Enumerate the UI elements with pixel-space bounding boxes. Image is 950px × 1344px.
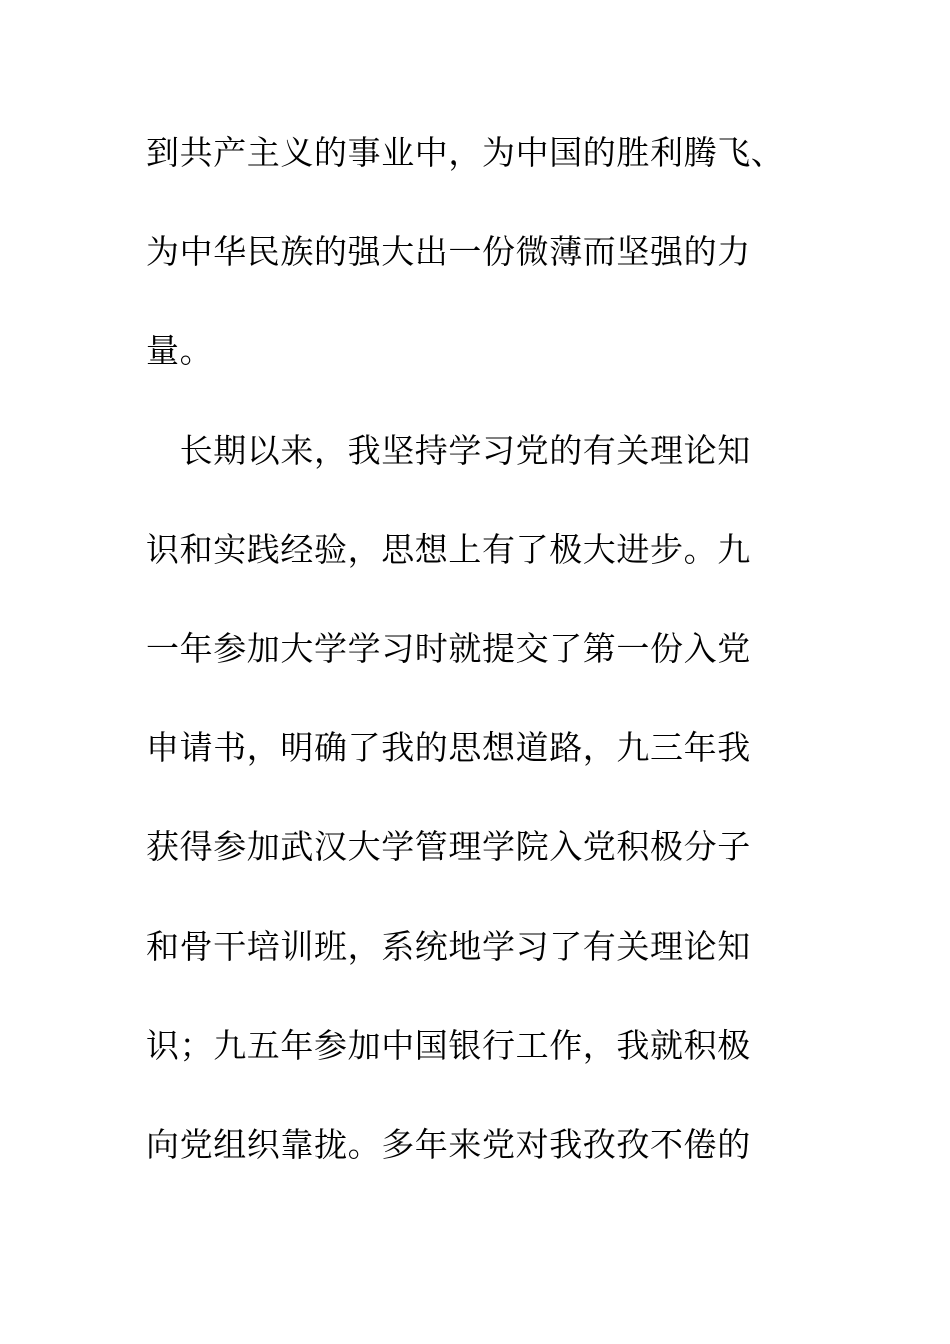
text-line: 向党组织靠拢。多年来党对我孜孜不倦的	[146, 1124, 751, 1164]
text-line: 和骨干培训班，系统地学习了有关理论知	[146, 926, 751, 966]
text-line: 一年参加大学学习时就提交了第一份入党	[146, 628, 751, 668]
body-text	[146, 122, 806, 1213]
text-line: 长期以来，我坚持学习党的有关理论知	[146, 430, 751, 470]
text-line: 到共产主义的事业中，为中国的胜利腾飞、	[146, 133, 785, 172]
text-line: 申请书，明确了我的思想道路，九三年我	[146, 728, 751, 768]
text-line: 识；九五年参加中国银行工作，我就积极	[146, 1025, 751, 1065]
text-line: 获得参加武汉大学管理学院入党积极分子	[146, 827, 751, 867]
text-line: 量。	[146, 331, 214, 371]
text-line: 识和实践经验，思想上有了极大进步。九	[146, 529, 751, 569]
text-line: 为中华民族的强大出一份微薄而坚强的力	[146, 232, 751, 272]
